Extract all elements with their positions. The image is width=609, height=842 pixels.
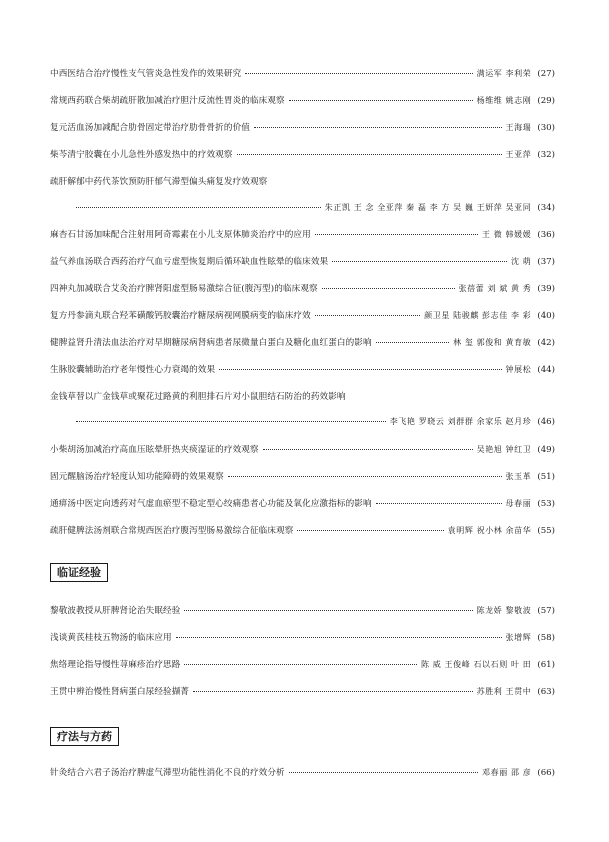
entry-page: (32) <box>537 150 555 160</box>
toc-entry[interactable] <box>50 229 555 241</box>
toc-entry[interactable] <box>50 525 555 537</box>
leader-dots <box>184 663 417 665</box>
entry-page: (34) <box>537 203 555 213</box>
leader-dots <box>315 233 478 235</box>
entry-page: (61) <box>537 660 555 670</box>
toc-entry[interactable] <box>50 391 555 428</box>
leader-dots <box>245 72 472 74</box>
leader-dots <box>184 609 472 611</box>
toc-entry[interactable] <box>50 632 555 644</box>
toc-entry[interactable] <box>50 337 555 349</box>
entry-authors: 吴艳旭 钟红卫 <box>476 445 532 454</box>
entry-page: (58) <box>537 633 555 643</box>
leader-dots <box>263 448 473 450</box>
entry-page: (49) <box>537 445 555 455</box>
leader-dots <box>376 502 502 504</box>
entry-authors: 钟展松 <box>505 365 532 374</box>
entry-page: (55) <box>537 526 555 536</box>
leader-dots <box>315 314 420 316</box>
entry-title: 固元醒脑汤治疗轻度认知功能障碍的效果观察 <box>50 472 224 482</box>
entry-page: (63) <box>537 687 555 697</box>
entry-authors: 林 玺 郭俊和 黄育敏 <box>453 338 532 347</box>
entry-authors: 杨维维 姚志刚 <box>476 96 532 105</box>
entry-page: (40) <box>537 311 555 321</box>
toc-entry[interactable] <box>50 498 555 510</box>
entry-title: 针灸结合六君子汤治疗脾虚气滞型功能性消化不良的疗效分析 <box>50 768 285 778</box>
entry-authors: 满运军 李利荣 <box>476 69 532 78</box>
entry-title: 中西医结合治疗慢性支气管炎急性发作的效果研究 <box>50 69 242 79</box>
leader-dots <box>219 368 501 370</box>
entry-title: 健脾益肾升清法血法治疗对早期糖尿病肾病患者尿微量白蛋白及糖化血红蛋白的影响 <box>50 338 372 348</box>
entry-authors: 陈龙娇 黎敬波 <box>476 606 532 615</box>
entry-page: (30) <box>537 123 555 133</box>
entry-page: (66) <box>537 768 555 778</box>
leader-dots <box>228 475 502 477</box>
entry-title: 麻杏石甘汤加味配合注射用阿奇霉素在小儿支原体肺炎治疗中的应用 <box>50 230 311 240</box>
toc-entry[interactable] <box>50 149 555 161</box>
toc-entry[interactable] <box>50 256 555 268</box>
toc-entry[interactable] <box>50 605 555 617</box>
leader-dots <box>322 287 455 289</box>
entry-authors: 陈 威 王俊峰 石以石则 叶 田 <box>421 660 532 669</box>
entry-title: 通痹汤中医定向透药对气虚血瘀型不稳定型心绞痛患者心功能及氧化应激指标的影响 <box>50 499 372 509</box>
entry-title: 复方丹参滴丸联合羟苯磺酸钙胶囊治疗糖尿病视网膜病变的临床疗效 <box>50 311 311 321</box>
section-heading-clinical: 临证经验 <box>50 563 108 582</box>
entry-title: 金钱草替以广金钱草或聚花过路黄的利胆排石片对小鼠胆结石防治的药效影响 <box>50 392 346 402</box>
entry-title: 复元活血汤加减配合肋骨固定带治疗肋骨骨折的价值 <box>50 123 250 133</box>
entry-title: 小柴胡汤加减治疗高血压眩晕肝热夹痰湿证的疗效观察 <box>50 445 259 455</box>
entry-page: (27) <box>537 69 555 79</box>
entry-authors: 李飞艳 罗晓云 刘群群 余家乐 赵月珍 <box>389 417 532 426</box>
entry-authors: 王亚萍 <box>505 150 532 159</box>
leader-dots <box>297 529 443 531</box>
leader-dots <box>237 153 502 155</box>
entry-title: 柴芩清宁胶囊在小儿急性外感发热中的疗效观察 <box>50 150 233 160</box>
toc-entry[interactable] <box>50 364 555 376</box>
leader-dots <box>76 420 386 422</box>
toc-entry[interactable] <box>50 283 555 295</box>
entry-title: 浅谈黄芪桂枝五物汤的临床应用 <box>50 633 172 643</box>
entry-authors: 邓春丽 邵 彦 <box>482 768 532 777</box>
toc-entry[interactable] <box>50 767 555 779</box>
entry-title: 疏肝健脾法汤剂联合常规西医治疗腹泻型肠易激综合征临床观察 <box>50 526 294 536</box>
entry-title: 黎敬波教授从肝脾肾论治失眠经验 <box>50 606 181 616</box>
toc-entry[interactable] <box>50 122 555 134</box>
toc-entry[interactable] <box>50 686 555 698</box>
leader-dots <box>289 99 473 101</box>
entry-title: 生脉胶囊辅助治疗老年慢性心力衰竭的效果 <box>50 365 216 375</box>
toc-entry[interactable] <box>50 471 555 483</box>
entry-title: 四神丸加减联合艾灸治疗脾肾阳虚型肠易激综合征(腹泻型)的临床观察 <box>50 284 318 294</box>
leader-dots <box>376 341 449 343</box>
entry-title: 益气养血汤联合西药治疗气血亏虚型恢复期后循环缺血性眩晕的临床效果 <box>50 257 329 267</box>
entry-page: (36) <box>537 230 555 240</box>
entry-authors: 沈 萌 <box>511 257 532 266</box>
leader-dots <box>332 260 507 262</box>
entry-title: 疏肝解郁中药代茶饮预防肝郁气滞型偏头痛复发疗效观察 <box>50 177 268 187</box>
toc-entry[interactable] <box>50 310 555 322</box>
entry-page: (53) <box>537 499 555 509</box>
leader-dots <box>76 206 321 208</box>
toc-entry[interactable] <box>50 68 555 80</box>
entry-authors: 张增辉 <box>505 633 532 642</box>
toc-entry[interactable] <box>50 659 555 671</box>
toc-entry[interactable] <box>50 95 555 107</box>
entry-page: (51) <box>537 472 555 482</box>
leader-dots <box>176 636 502 638</box>
entry-authors: 王 微 韩媛媛 <box>482 230 532 239</box>
entry-authors: 朱正凯 王 念 全亚萍 秦 磊 李 方 吴 巍 王妍萍 吴亚同 <box>324 203 532 212</box>
entry-authors: 袁明辉 祝小林 余苗华 <box>447 526 532 535</box>
leader-dots <box>254 126 502 128</box>
entry-title: 王贯中辨治慢性肾病蛋白尿经验撷菁 <box>50 687 190 697</box>
entry-page: (44) <box>537 365 555 375</box>
leader-dots <box>193 690 472 692</box>
entry-page: (46) <box>537 417 555 427</box>
toc-entry[interactable] <box>50 176 555 214</box>
entry-authors: 王海瑞 <box>505 123 532 132</box>
entry-page: (57) <box>537 606 555 616</box>
entry-page: (39) <box>537 284 555 294</box>
entry-authors: 张蓓蕾 刘 斌 黄 秀 <box>458 284 532 293</box>
entry-title: 焦络理论指导慢性荨麻疹治疗思路 <box>50 660 181 670</box>
entry-authors: 张玉革 <box>505 472 532 481</box>
entry-authors: 颜卫星 陆骏麒 彭志佳 李 彩 <box>424 311 532 320</box>
entry-title: 常规西药联合柴胡疏肝散加减治疗胆汁反流性胃炎的临床观察 <box>50 96 285 106</box>
toc-entry[interactable] <box>50 444 555 456</box>
entry-page: (37) <box>537 257 555 267</box>
entry-page: (42) <box>537 338 555 348</box>
leader-dots <box>289 771 478 773</box>
entry-authors: 母春丽 <box>505 499 532 508</box>
entry-page: (29) <box>537 96 555 106</box>
entry-authors: 苏胜利 王贯中 <box>476 687 532 696</box>
section-heading-therapy: 疗法与方药 <box>50 727 119 746</box>
